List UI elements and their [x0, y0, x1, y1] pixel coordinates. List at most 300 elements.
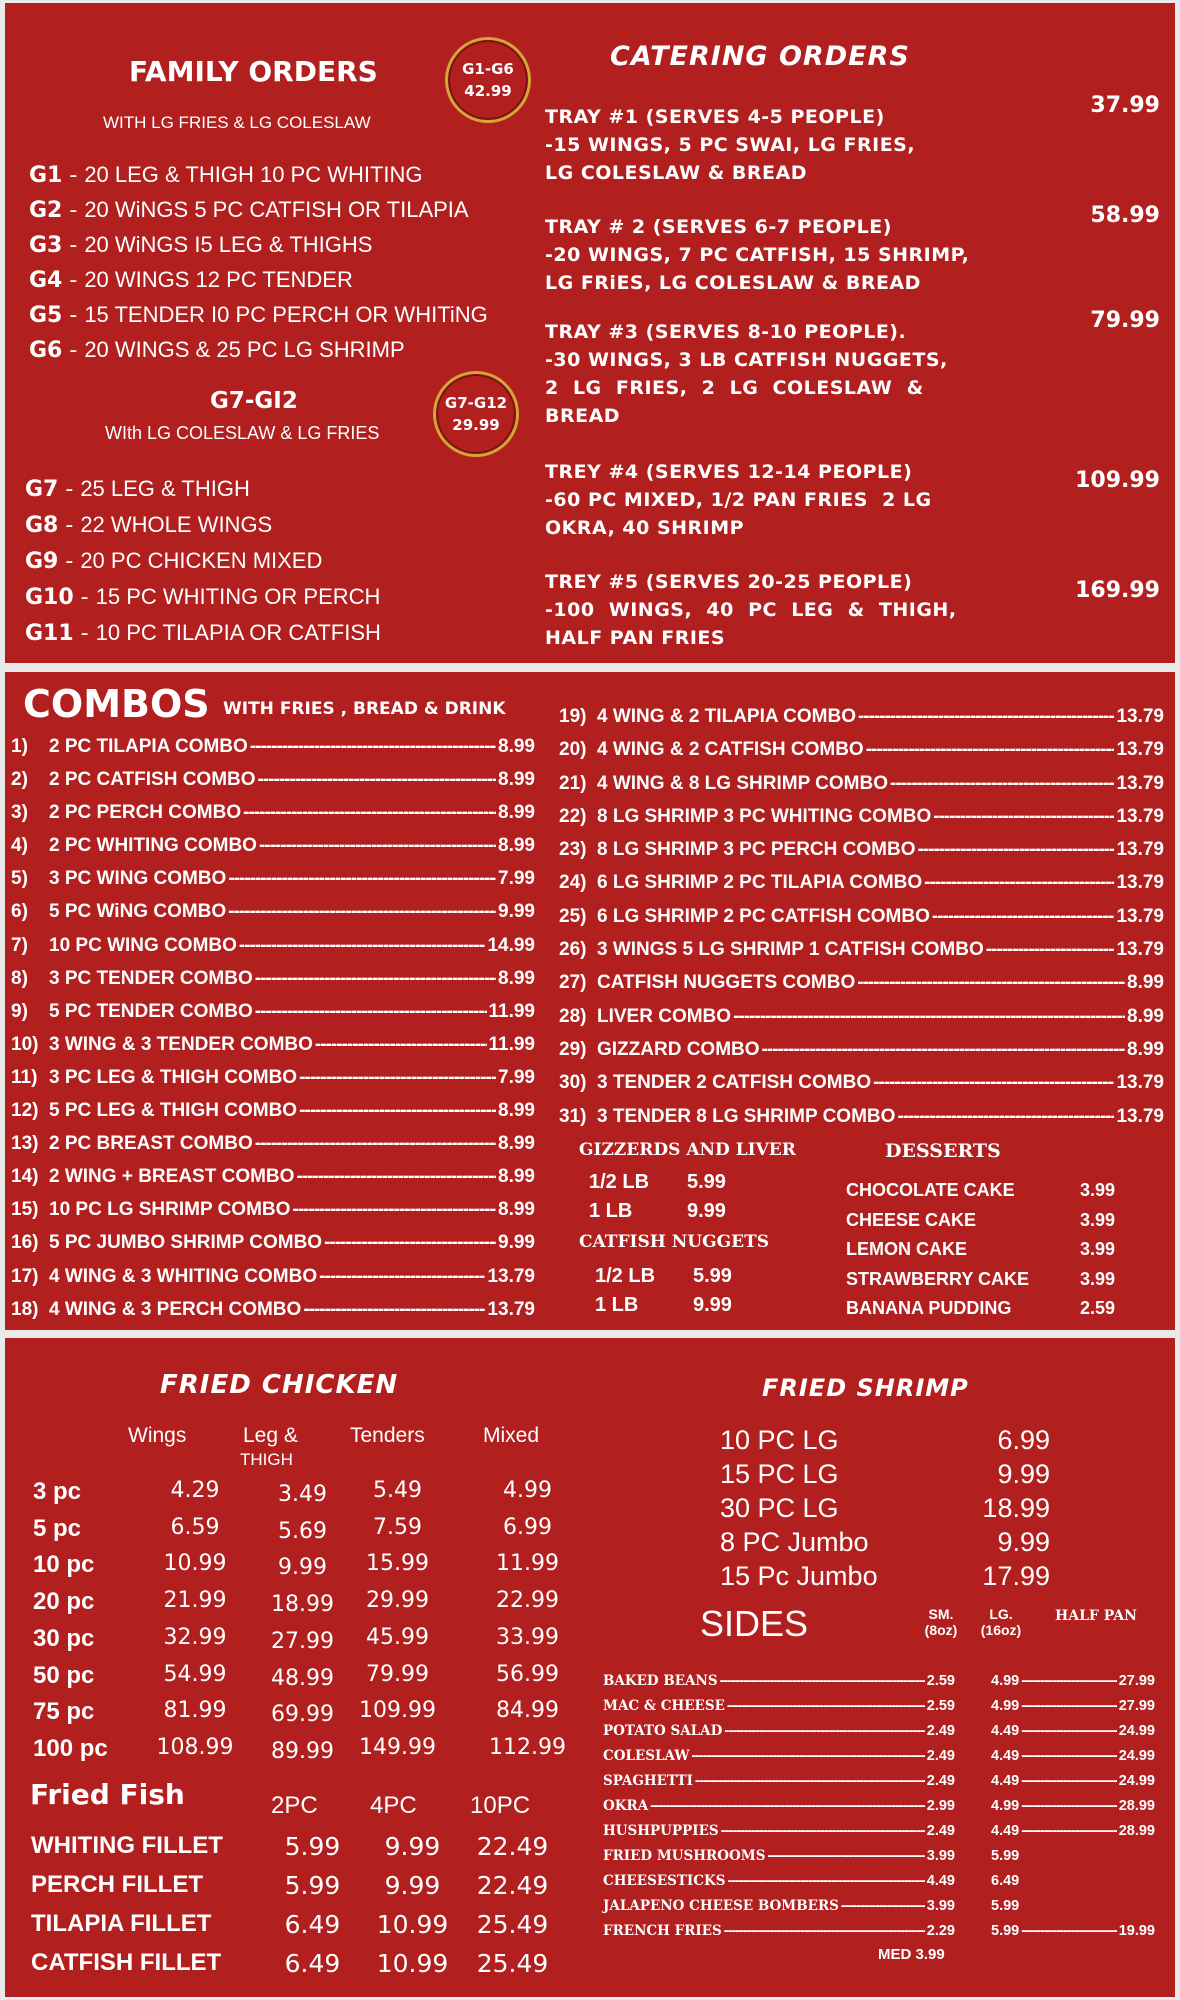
combo-number: 9): [11, 1000, 28, 1022]
leader-dots: [857, 966, 1125, 999]
badge-price: 42.99: [464, 82, 512, 100]
side-sm-price: 2.49: [926, 1723, 955, 1739]
side-lg-price: 5.99: [991, 1848, 1020, 1864]
combo-name: 4 WING & 3 WHITING COMBO: [49, 1265, 318, 1287]
side-item: [603, 1769, 1163, 1794]
combo-name: 8 LG SHRIMP 3 PC WHITING COMBO: [597, 805, 932, 827]
side-half-pan-price: 24.99: [1118, 1723, 1155, 1739]
leader-dots: [1021, 1794, 1116, 1819]
side-name: JALAPENO CHEESE BOMBERS: [603, 1898, 839, 1914]
fried-shrimp-item: [720, 1525, 1050, 1559]
side-lg-price: 6.49: [991, 1873, 1020, 1889]
price: 5.99: [693, 1265, 732, 1287]
dessert-name: CHEESE CAKE: [846, 1209, 977, 1230]
leader-dots: [255, 1127, 496, 1160]
leader-dots: [692, 1744, 925, 1769]
group2-title: G7-GI2: [210, 388, 298, 414]
chicken-price: 84.99: [496, 1698, 559, 1724]
combo-number: 28): [559, 1005, 587, 1027]
dessert-item: [846, 1294, 1115, 1324]
combo-item: [11, 995, 535, 1028]
combo-name: CATFISH NUGGETS COMBO: [597, 972, 856, 994]
combo-name: 3 PC WING COMBO: [49, 868, 227, 890]
order-code: G6: [29, 338, 63, 363]
dessert-price: 3.99: [1080, 1239, 1116, 1259]
combo-name: 2 PC CATFISH COMBO: [49, 769, 256, 791]
catering-tray: [545, 93, 1160, 187]
fish-price: 25.49: [476, 1949, 549, 1978]
fc-header-mixed: Mixed: [483, 1424, 540, 1447]
shrimp-name: 15 PC LG: [720, 1459, 839, 1489]
combo-number: 8): [11, 967, 28, 989]
side-left: [603, 1694, 955, 1719]
combo-number: 26): [559, 939, 587, 961]
piece-count: 50 pc: [33, 1661, 95, 1689]
chicken-price: 27.99: [271, 1628, 334, 1654]
price: 5.99: [687, 1171, 726, 1193]
combo-name: 2 PC BREAST COMBO: [49, 1133, 253, 1155]
chicken-price: 33.99: [496, 1624, 559, 1650]
order-desc: 20 LEG & THIGH 10 PC WHITING: [84, 162, 423, 187]
dessert-name: STRAWBERRY CAKE: [846, 1268, 1030, 1289]
piece-count: 100 pc: [33, 1734, 108, 1762]
combo-number: 23): [559, 839, 587, 861]
tray-description: [545, 458, 1050, 542]
combo-number: 4): [11, 835, 28, 857]
combo-label: [559, 800, 931, 833]
leader-dots: [721, 1819, 925, 1844]
dessert-price: 3.99: [1080, 1268, 1116, 1289]
combo-number: 15): [11, 1199, 39, 1221]
chicken-price: 45.99: [366, 1624, 429, 1650]
leader-dots: [228, 895, 496, 928]
combo-label: [11, 895, 226, 928]
combo-price: 8.99: [498, 769, 535, 791]
dessert-name: LEMON CAKE: [846, 1239, 967, 1259]
chicken-price: 89.99: [271, 1738, 334, 1764]
chicken-price: 5.49: [373, 1478, 422, 1503]
fish-price: 10.99: [376, 1949, 449, 1978]
side-sm-price: 2.49: [926, 1748, 955, 1764]
leader-dots: [873, 1066, 1114, 1099]
size: 1 LB: [589, 1200, 633, 1222]
chicken-price: 18.99: [271, 1592, 334, 1618]
fried-fish-row: [25, 1871, 585, 1909]
side-half-pan-price: 28.99: [1118, 1823, 1155, 1839]
combos-subtitle: WITH FRIES , BREAD & DRINK: [223, 699, 506, 719]
side-left: [603, 1669, 955, 1694]
combos-list-left: [11, 730, 535, 1326]
chicken-price: 11.99: [496, 1551, 559, 1577]
combo-label: [11, 1061, 297, 1094]
g7-g12-price-badge: [433, 371, 519, 457]
fried-shrimp-item: [720, 1457, 1050, 1491]
combo-name: 4 WING & 2 TILAPIA COMBO: [597, 706, 856, 727]
tray-line: LG COLESLAW & BREAD: [545, 162, 807, 184]
combo-price: 13.79: [1116, 1105, 1164, 1127]
side-lg-price: 5.99: [991, 1923, 1020, 1939]
code-separator: -: [62, 198, 85, 223]
fried-fish-title: Fried Fish: [30, 1778, 185, 1811]
chicken-price: 3.49: [278, 1482, 327, 1507]
order-code: G7: [25, 477, 59, 502]
side-sm-price: 3.99: [926, 1848, 955, 1864]
combo-item: [11, 763, 535, 796]
tray-price: 37.99: [1090, 93, 1160, 118]
family-order-item: [29, 228, 488, 263]
fish-name: CATFISH FILLET: [31, 1949, 222, 1976]
chicken-price: 79.99: [366, 1661, 429, 1687]
chicken-price: 69.99: [271, 1702, 334, 1728]
side-left: [603, 1894, 955, 1919]
side-name: FRENCH FRIES: [603, 1923, 722, 1939]
tray-price: 109.99: [1075, 468, 1160, 493]
combo-name: 5 PC WiNG COMBO: [49, 901, 227, 923]
tray-line: TREY #5 (SERVES 20-25 PEOPLE): [545, 571, 913, 593]
combo-label: [559, 966, 855, 999]
leader-dots: [724, 1719, 924, 1744]
combo-label: [11, 929, 237, 962]
combo-item: [11, 1061, 535, 1094]
leader-dots: [315, 1028, 487, 1061]
fish-price: 10.99: [376, 1910, 449, 1939]
nuggets-prices: [595, 1262, 732, 1320]
family-catering-panel: [5, 3, 1175, 663]
side-half-pan-price: 27.99: [1118, 1673, 1155, 1689]
family-order-item: [25, 579, 381, 615]
side-lg-price: 4.99: [991, 1798, 1020, 1814]
nuggets-title: CATFISH NUGGETS: [579, 1232, 770, 1252]
side-item: [603, 1819, 1163, 1844]
shrimp-price: 17.99: [982, 1561, 1050, 1591]
combo-item: [559, 700, 1164, 733]
side-lg-price: 4.49: [991, 1823, 1020, 1839]
tray-description: [545, 213, 1050, 297]
fc-header-tenders: Tenders: [350, 1424, 425, 1447]
size: 1/2 LB: [595, 1265, 656, 1287]
combo-number: 24): [559, 872, 587, 894]
combo-label: [11, 1028, 313, 1061]
code-separator: -: [58, 549, 81, 574]
chicken-price: 6.59: [170, 1514, 220, 1540]
combo-item: [559, 900, 1164, 933]
tray-line: -30 WINGS, 3 LB CATFISH NUGGETS,: [545, 349, 948, 371]
leader-dots: [762, 1033, 1125, 1066]
side-right: [991, 1844, 1155, 1869]
combo-price: 13.79: [1116, 706, 1164, 727]
combo-item: [11, 1127, 535, 1160]
combo-name: 2 PC WHITING COMBO: [49, 835, 257, 857]
combo-name: 3 PC TENDER COMBO: [49, 967, 253, 989]
tray-description: [545, 568, 1050, 652]
leader-dots: [319, 1260, 485, 1293]
combo-number: 16): [11, 1232, 39, 1254]
combo-price: 8.99: [498, 736, 535, 757]
side-name: HUSHPUPPIES: [603, 1823, 719, 1839]
side-half-pan-price: 19.99: [1118, 1923, 1155, 1939]
family-orders-subtitle: WITH LG FRIES & LG COLESLAW: [103, 113, 371, 132]
fried-shrimp-item: [720, 1559, 1050, 1593]
combo-label: [559, 767, 888, 800]
tray-line: 2 LG FRIES, 2 LG COLESLAW &: [545, 377, 924, 399]
leader-dots: [890, 767, 1114, 800]
combo-price: 13.79: [1116, 872, 1164, 894]
chicken-price: 9.99: [278, 1555, 327, 1581]
family-orders-list: [29, 158, 488, 368]
shrimp-name: 30 PC LG: [720, 1493, 839, 1523]
shrimp-name: 15 Pc Jumbo: [720, 1561, 878, 1591]
side-left: [603, 1744, 955, 1769]
fried-chicken-row: [25, 1698, 585, 1732]
side-lg-price: 4.49: [991, 1773, 1020, 1789]
combo-name: 5 PC LEG & THIGH COMBO: [49, 1100, 298, 1122]
tray-line: -20 WINGS, 7 PC CATFISH, 15 SHRIMP,: [545, 244, 970, 266]
combo-price: 9.99: [498, 1232, 535, 1254]
combo-item: [559, 966, 1164, 999]
desserts-title: DESSERTS: [885, 1140, 1001, 1162]
catering-orders-title: CATERING ORDERS: [610, 41, 910, 72]
side-sm-price: 2.29: [926, 1923, 955, 1939]
combo-item: [559, 1066, 1164, 1099]
leader-dots: [259, 829, 496, 862]
combo-price: 8.99: [498, 1133, 535, 1155]
chicken-price: 108.99: [156, 1734, 234, 1760]
code-separator: -: [58, 513, 81, 538]
leader-dots: [255, 995, 487, 1028]
combo-name: 5 PC JUMBO SHRIMP COMBO: [49, 1232, 323, 1254]
side-sm-price: 4.49: [926, 1873, 955, 1889]
fc-header-thigh: THIGH: [240, 1450, 293, 1469]
g1-g6-price-badge: [445, 37, 531, 123]
combo-label: [11, 1293, 301, 1326]
side-lg-price: 4.49: [991, 1723, 1020, 1739]
combos-title: COMBOS: [23, 682, 210, 726]
combo-label: [11, 796, 241, 829]
ff-header-2pc: 2PC: [271, 1792, 318, 1819]
chicken-price: 6.99: [503, 1514, 552, 1540]
shrimp-price: 9.99: [997, 1527, 1050, 1557]
combo-name: GIZZARD COMBO: [597, 1038, 760, 1060]
combo-price: 8.99: [498, 967, 535, 989]
combo-item: [559, 1100, 1164, 1133]
leader-dots: [303, 1293, 485, 1326]
catering-tray: [545, 458, 1160, 542]
combo-label: [11, 1226, 322, 1259]
size-price-row: [595, 1262, 732, 1291]
chicken-price: 149.99: [359, 1734, 436, 1760]
order-code: G2: [29, 198, 63, 223]
sides-sm-label: [921, 1606, 961, 1638]
combo-price: 8.99: [498, 1166, 535, 1188]
order-desc: 25 LEG & THIGH: [80, 476, 250, 501]
combo-label: [559, 866, 922, 899]
chicken-price: 48.99: [271, 1665, 334, 1691]
tray-price: 169.99: [1075, 578, 1160, 603]
order-desc: 15 TENDER I0 PC PERCH OR WHITiNG: [84, 302, 488, 327]
side-lg-price: 4.99: [991, 1673, 1020, 1689]
lg-size: (16oz): [980, 1622, 1022, 1638]
combo-price: 8.99: [1127, 1005, 1164, 1027]
combo-number: 21): [559, 772, 587, 794]
order-code: G4: [29, 268, 63, 293]
fish-name: PERCH FILLET: [31, 1871, 203, 1898]
combo-price: 8.99: [1127, 1038, 1164, 1060]
fried-shrimp-list: [720, 1423, 1050, 1593]
side-item: [603, 1694, 1163, 1719]
combo-item: [11, 1226, 535, 1259]
combo-number: 11): [11, 1066, 38, 1088]
combo-price: 9.99: [498, 901, 535, 923]
combo-number: 6): [11, 901, 28, 923]
leader-dots: [299, 1094, 496, 1127]
combo-label: [11, 730, 248, 763]
leader-dots: [932, 900, 1115, 933]
combo-price: 7.99: [498, 1066, 535, 1088]
side-half-pan-price: 24.99: [1118, 1748, 1155, 1764]
side-item: [603, 1844, 1163, 1869]
combo-number: 17): [11, 1265, 39, 1287]
combo-name: 3 PC LEG & THIGH COMBO: [49, 1066, 298, 1088]
combo-item: [559, 1033, 1164, 1066]
dessert-price: 3.99: [1080, 1180, 1116, 1200]
side-name: COLESLAW: [603, 1748, 690, 1764]
order-code: G1: [29, 163, 63, 188]
combos-list-right: [559, 700, 1164, 1133]
side-sm-price: 2.49: [926, 1773, 955, 1789]
leader-dots: [841, 1894, 925, 1919]
side-item: [603, 1669, 1163, 1694]
leader-dots: [917, 833, 1114, 866]
combo-label: [11, 862, 226, 895]
side-lg-price: 4.99: [991, 1698, 1020, 1714]
side-name: BAKED BEANS: [603, 1673, 718, 1689]
side-item: [603, 1794, 1163, 1819]
combo-price: 13.79: [487, 1298, 535, 1320]
combo-item: [11, 929, 535, 962]
leader-dots: [1021, 1919, 1116, 1944]
fish-price: 5.99: [284, 1832, 341, 1861]
side-item: [603, 1719, 1163, 1744]
side-left: [603, 1919, 955, 1944]
tray-price: 79.99: [1090, 308, 1160, 333]
combo-price: 8.99: [498, 1199, 535, 1221]
tray-line: -60 PC MIXED, 1/2 PAN FRIES 2 LG: [545, 489, 932, 511]
combo-label: [11, 1260, 317, 1293]
leader-dots: [1021, 1819, 1116, 1844]
fc-header-wings: Wings: [128, 1424, 187, 1447]
fried-chicken-row: [25, 1662, 585, 1696]
leader-dots: [243, 796, 496, 829]
tray-line: -100 WINGS, 40 PC LEG & THIGH,: [545, 599, 957, 621]
combo-price: 8.99: [498, 1100, 535, 1122]
order-code: G8: [25, 513, 59, 538]
fish-price: 6.49: [284, 1949, 341, 1978]
side-left: [603, 1719, 955, 1744]
gizzards-title: GIZZERDS AND LIVER: [579, 1140, 796, 1160]
price: 9.99: [687, 1200, 726, 1222]
leader-dots: [1021, 1719, 1116, 1744]
combo-number: 14): [11, 1166, 39, 1188]
chicken-price: 15.99: [366, 1551, 429, 1577]
combo-name: 4 WING & 8 LG SHRIMP COMBO: [597, 772, 889, 794]
family-orders-title: FAMILY ORDERS: [129, 55, 378, 88]
combo-name: 5 PC TENDER COMBO: [49, 1000, 253, 1022]
combo-number: 29): [559, 1038, 587, 1060]
side-name: OKRA: [603, 1798, 649, 1814]
order-desc: 20 WiNGS I5 LEG & THIGHS: [84, 232, 373, 257]
combo-number: 25): [559, 905, 587, 927]
side-right: [991, 1769, 1155, 1794]
dessert-item: [846, 1235, 1115, 1265]
chicken-price: 10.99: [163, 1551, 227, 1577]
fish-price: 25.49: [476, 1910, 549, 1939]
piece-count: 5 pc: [33, 1514, 82, 1542]
fish-price: 22.49: [476, 1871, 549, 1900]
leader-dots: [1021, 1669, 1116, 1694]
combo-number: 30): [559, 1072, 587, 1094]
combo-name: 3 WING & 3 TENDER COMBO: [49, 1033, 313, 1055]
combo-item: [11, 1193, 535, 1226]
combo-label: [11, 829, 257, 862]
combo-label: [11, 962, 253, 995]
chicken-price: 109.99: [359, 1698, 436, 1724]
code-separator: -: [62, 268, 85, 293]
combo-name: 2 PC TILAPIA COMBO: [49, 736, 248, 757]
combo-label: [11, 763, 256, 796]
combo-price: 13.79: [487, 1265, 535, 1287]
order-desc: 10 PC TILAPIA OR CATFISH: [95, 620, 381, 645]
dessert-price: 2.59: [1080, 1298, 1116, 1318]
tray-line: -15 WINGS, 5 PC SWAI, LG FRIES,: [545, 134, 916, 156]
size: 1/2 LB: [589, 1171, 650, 1193]
fried-fish-row: [25, 1832, 585, 1870]
gizzards-prices: [589, 1168, 726, 1226]
side-name: POTATO SALAD: [603, 1723, 723, 1739]
combo-label: [559, 900, 930, 933]
shrimp-name: 8 PC Jumbo: [720, 1527, 869, 1557]
side-sm-price: 2.49: [926, 1823, 955, 1839]
shrimp-price: 9.99: [997, 1459, 1050, 1489]
combo-name: 4 WING & 2 CATFISH COMBO: [597, 739, 864, 761]
combo-label: [559, 733, 864, 766]
dessert-item: [846, 1206, 1115, 1236]
combo-item: [11, 1094, 535, 1127]
order-code: G3: [29, 233, 63, 258]
leader-dots: [258, 763, 496, 796]
chicken-price: 112.99: [489, 1734, 566, 1760]
combo-item: [559, 833, 1164, 866]
combo-item: [11, 730, 535, 763]
combo-item: [11, 895, 535, 928]
tray-description: [545, 103, 1050, 187]
chicken-price: 22.99: [496, 1588, 559, 1614]
side-item: [603, 1744, 1163, 1769]
family-order-item: [29, 263, 488, 298]
combo-number: 18): [11, 1298, 39, 1320]
combo-label: [559, 833, 915, 866]
family-order-item: [29, 333, 488, 368]
sides-lg-label: [977, 1606, 1025, 1638]
combo-item: [11, 862, 535, 895]
combo-item: [11, 1028, 535, 1061]
combo-number: 27): [559, 972, 587, 994]
order-code: G5: [29, 303, 63, 328]
fried-chicken-row: [25, 1478, 585, 1512]
order-code: G10: [25, 585, 74, 610]
side-left: [603, 1819, 955, 1844]
combo-item: [559, 733, 1164, 766]
side-name: MAC & CHEESE: [603, 1698, 725, 1714]
